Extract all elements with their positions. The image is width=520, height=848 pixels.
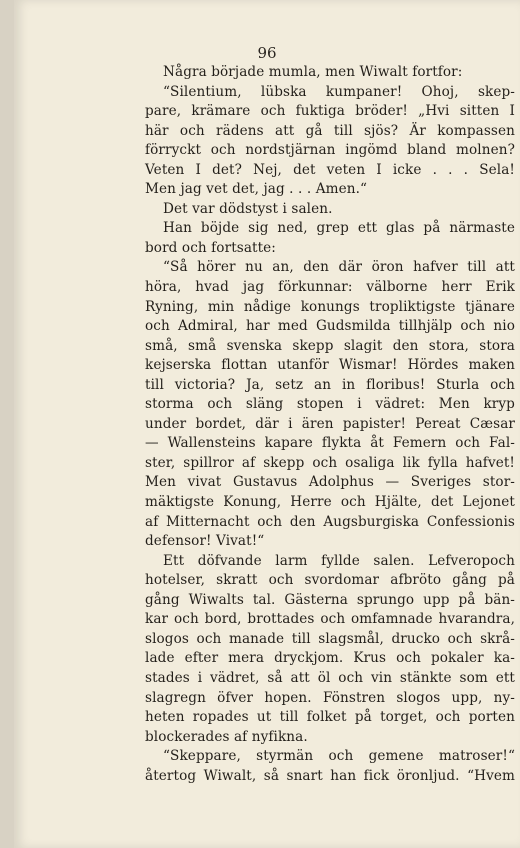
text-line: blockerades af nyfikna. <box>145 728 308 745</box>
text-line: Ett döfvande larm fyllde salen. Lefveropoch <box>163 552 515 569</box>
text-line: hotelser, skratt och svordomar afbröto gång på <box>145 572 515 589</box>
text-line: här och rädens att gå till sjös? Är kompassen <box>145 122 515 139</box>
text-line: “Så hörer nu an, den där öron hafver till att <box>163 259 515 276</box>
text-line: kejserska flottan utanför Wismar! Hördes maken <box>145 357 515 374</box>
text-line: Men jag vet det, jag . . . Amen.“ <box>145 181 368 198</box>
text-line: — Wallensteins kapare flykta åt Femern och Fal- <box>145 435 515 452</box>
text-line: Men vivat Gustavus Adolphus — Sveriges stor- <box>145 474 515 491</box>
text-line: under bordet, där i ären papister! Pereat Cæsar <box>145 415 515 432</box>
text-line: till victoria? Ja, setz an in floribus! Sturla och <box>145 376 515 393</box>
text-line: storma och släng stopen i vädret: Men kryp <box>145 396 515 413</box>
text-line: Några började mumla, men Wiwalt fortfor: <box>163 64 463 80</box>
text-line: “Silentium, lübska kumpaner! Ohoj, skep- <box>163 83 515 100</box>
text-line: och Admiral, har med Gudsmilda tillhjälp och nio <box>145 318 515 335</box>
page-number: 96 <box>257 44 277 62</box>
text-line: af Mitternacht och den Augsburgiska Confessionis <box>145 513 515 530</box>
text-line: höra, hvad jag förkunnar: välborne herr Erik <box>145 279 515 296</box>
body-text <box>145 63 515 786</box>
text-line: förryckt och nordstjärnan ingömd bland molnen? <box>145 142 515 159</box>
text-line: lade efter mera dryckjom. Krus och pokaler ka- <box>145 650 515 667</box>
text-line: slogos och manade till slagsmål, drucko och skrå- <box>145 630 515 647</box>
text-line: Veten I det? Nej, det veten I icke . . . Sela! <box>145 161 515 178</box>
text-line: kar och bord, brottades och omfamnade hvarandra, <box>145 611 515 628</box>
text-line: Det var dödstyst i salen. <box>163 200 333 217</box>
text-line: återtog Wiwalt, så snart han fick öronljud. “Hvem <box>145 767 515 784</box>
text-line: små, små svenska skepp slagit den stora, stora <box>145 337 515 354</box>
text-line: Ryning, min nådige konungs tropliktigste tjänare <box>145 298 515 315</box>
text-line: Han böjde sig ned, grep ett glas på närmaste <box>163 220 515 237</box>
text-line: pare, krämare och fuktiga bröder! „Hvi sitten I <box>145 103 515 120</box>
text-line: defensor! Vivat!“ <box>145 533 265 550</box>
text-line: heten ropades ut till folket på torget, och porten <box>145 709 515 726</box>
text-line: gång Wiwalts tal. Gästerna sprungo upp på bän- <box>145 591 515 608</box>
text-line: stades i vädret, så att öl och vin stänkte som ett <box>145 669 515 686</box>
text-line: slagregn öfver hopen. Fönstren slogos upp, ny- <box>145 689 515 706</box>
text-line: ster, spillror af skepp och osaliga lik fylla hafvet! <box>145 454 515 471</box>
text-line: bord och fortsatte: <box>145 239 276 256</box>
book-page <box>14 0 520 848</box>
text-line: “Skeppare, styrmän och gemene matroser!“ <box>163 748 515 765</box>
text-line: mäktigste Konung, Herre och Hjälte, det Lejonet <box>145 494 515 511</box>
